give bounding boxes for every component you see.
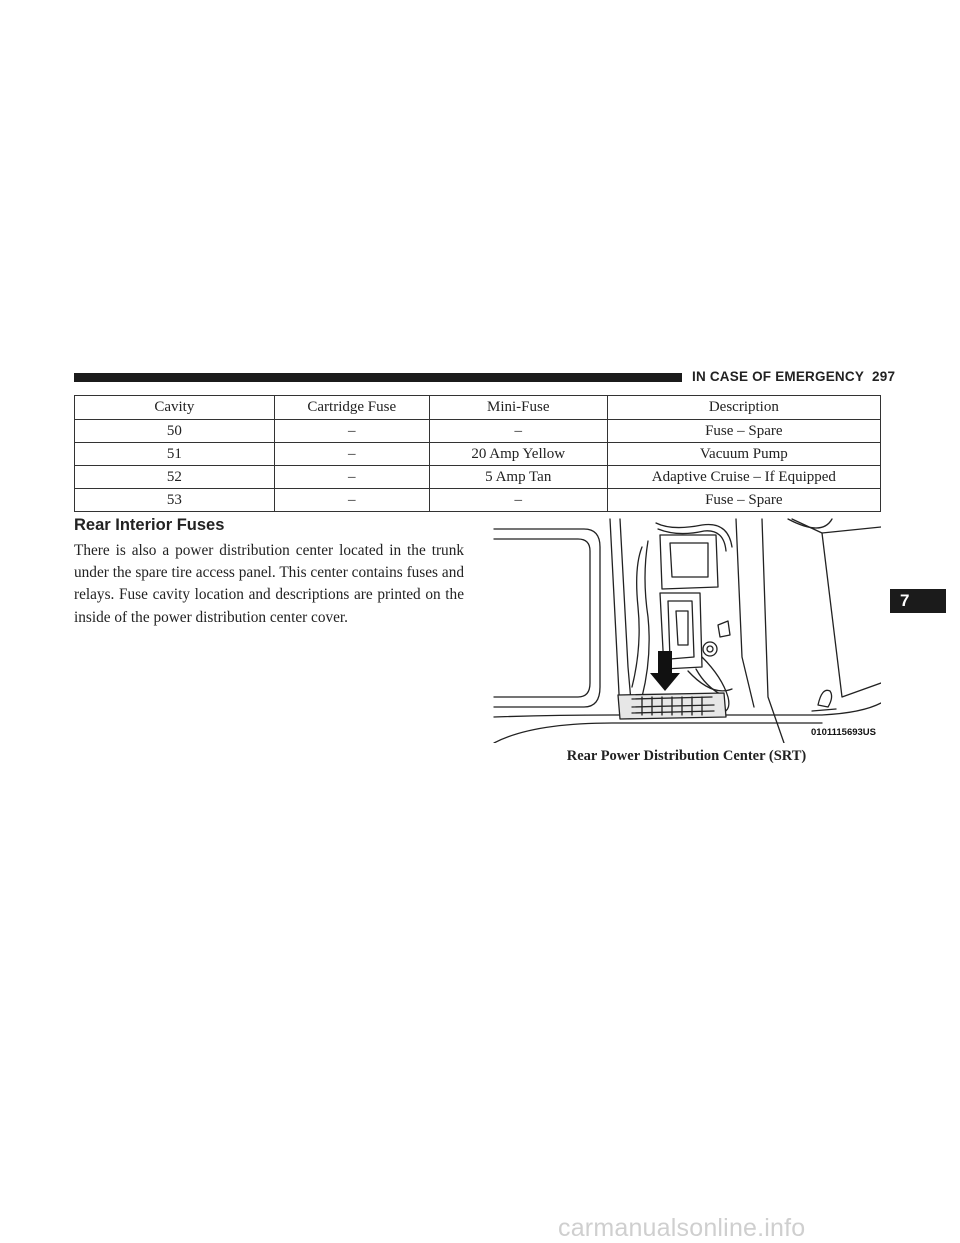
table-cell: – — [274, 443, 429, 466]
table-cell: – — [274, 489, 429, 512]
table-cell: – — [429, 420, 607, 443]
table-cell: – — [274, 466, 429, 489]
chapter-tab: 7 — [890, 589, 946, 613]
table-cell: 51 — [75, 443, 275, 466]
page-number: 297 — [872, 369, 896, 384]
table-cell: Vacuum Pump — [607, 443, 880, 466]
table-row — [75, 466, 881, 489]
body-paragraph: There is also a power distribution center located in the trunk under the spare tire access panel. This center contains fuses and relays. Fuse cavity location and descriptions are printed on the inside of the power distribution center cover. — [74, 542, 464, 626]
column-header: Mini-Fuse — [429, 396, 607, 420]
down-arrow-icon — [650, 651, 680, 691]
figure-caption: Rear Power Distribution Center (SRT) — [566, 748, 807, 764]
watermark: carmanualsonline.info — [558, 1214, 806, 1242]
column-header: Description — [607, 396, 880, 420]
table-cell: 52 — [75, 466, 275, 489]
running-header — [692, 369, 895, 384]
table-cell: 53 — [75, 489, 275, 512]
table-cell: Fuse – Spare — [607, 420, 880, 443]
header-section: IN CASE OF EMERGENCY — [692, 369, 865, 384]
column-header: Cavity — [75, 396, 275, 420]
column-header: Cartridge Fuse — [274, 396, 429, 420]
rear-pdc-illustration — [492, 517, 881, 743]
table-row — [75, 489, 881, 512]
table-cell: 5 Amp Tan — [429, 466, 607, 489]
table-cell: – — [274, 420, 429, 443]
header-rule — [74, 373, 682, 382]
table-header-row — [75, 396, 881, 420]
table-cell: – — [429, 489, 607, 512]
section-heading: Rear Interior Fuses — [74, 516, 225, 534]
table-cell: Adaptive Cruise – If Equipped — [607, 466, 880, 489]
fuse-table — [74, 395, 881, 512]
table-cell: 20 Amp Yellow — [429, 443, 607, 466]
table-cell: 50 — [75, 420, 275, 443]
table-row — [75, 420, 881, 443]
table-cell: Fuse – Spare — [607, 489, 880, 512]
trunk-line-drawing — [492, 517, 881, 743]
figure-code: 0101115693US — [811, 727, 876, 738]
table-row — [75, 443, 881, 466]
